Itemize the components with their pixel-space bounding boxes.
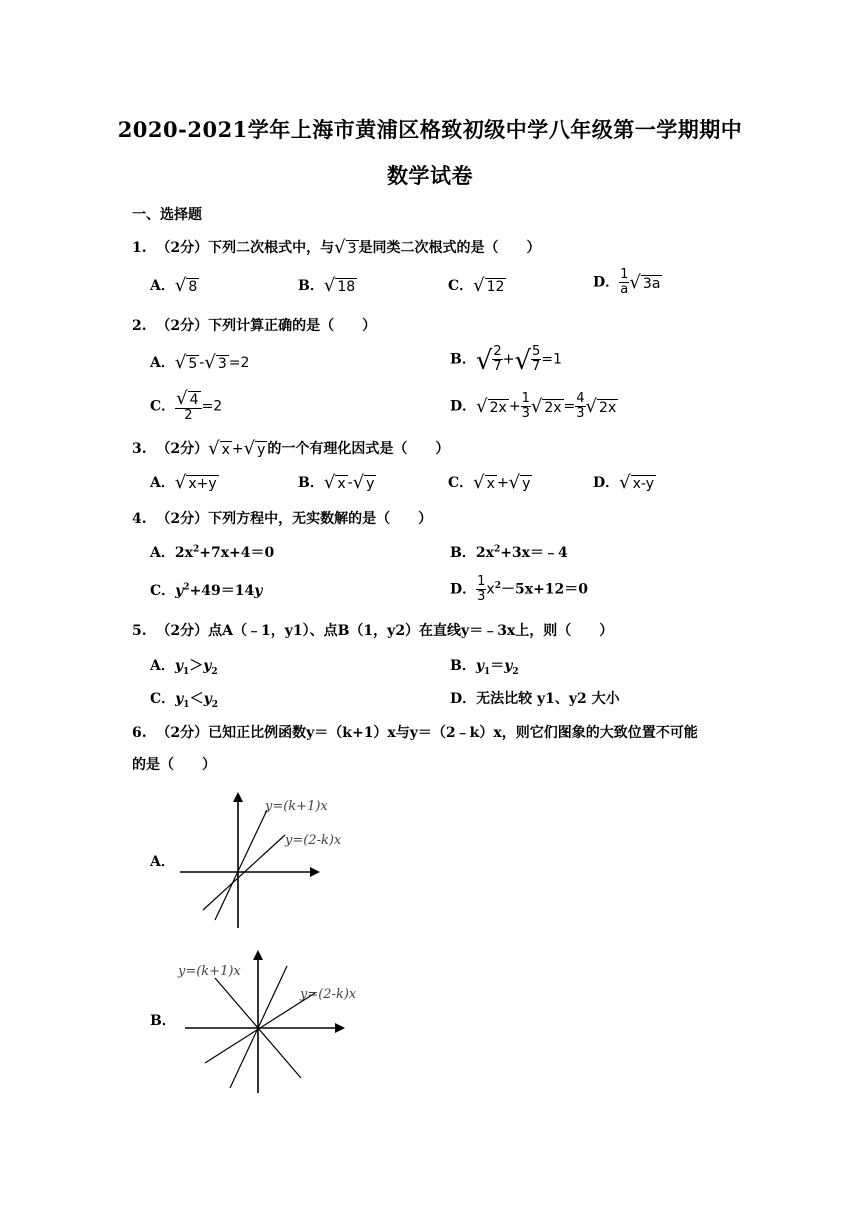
exam-title-line2: 数学试卷	[387, 163, 473, 188]
q3-option-a[interactable]: A． √ x+y	[150, 472, 217, 493]
q6-graph-b	[175, 948, 375, 1098]
question-3: 3. （2分） √ x + √ y 的一个有理化因式是（ ）	[132, 438, 450, 459]
q1-option-d[interactable]: D． $\frac{1}{a}$ √ 3a	[593, 267, 661, 297]
graph-a-label-1: y=(k+1)x	[265, 799, 328, 814]
q5-option-a[interactable]: A．$y_1>y_2$	[150, 658, 218, 677]
q2-option-b[interactable]: B． √ $\frac{2}{7}$ + √ $\frac{5}{7}$ =1	[450, 344, 562, 376]
q4-option-a[interactable]: A．$2x^2+7x+4=0$	[150, 544, 275, 561]
q5-option-c[interactable]: C．$y_1<y_2$	[150, 691, 218, 710]
q1-option-c[interactable]: C． √ 12	[448, 275, 505, 296]
q4-option-d[interactable]: D． $\frac{1}{3}$ $x^2-5x+12=0$	[450, 574, 589, 604]
q1-option-a[interactable]: A． √ 8	[150, 275, 198, 296]
graph-b-label-1: y=(k+1)x	[178, 964, 241, 979]
q1-stem-a: 下列二次根式中，与	[208, 240, 335, 256]
q6-graph-a	[175, 790, 375, 930]
q3-option-c[interactable]: C． √ x + √ y	[448, 472, 531, 493]
question-1	[132, 237, 541, 257]
graph-b-label-2: y=(2-k)x	[300, 987, 357, 1002]
q2-option-d[interactable]: D． √ 2x + $\frac{1}{3}$ √ 2x = $\frac{4}{3}$ √ 2x	[450, 391, 617, 421]
q1-score: （2分）	[156, 240, 209, 256]
question-6-line2: 的是（ ）	[132, 757, 216, 773]
q1-option-b[interactable]: B． √ 18	[298, 275, 356, 296]
question-5: 5. （2分）点A（﹣1，y1）、点B（1，y2）在直线y＝﹣3x上，则（ ）	[132, 623, 614, 639]
q2-stem: 下列计算正确的是（ ）	[208, 318, 377, 334]
q5-option-d[interactable]: D．无法比较 y1、y2 大小	[450, 691, 620, 707]
q5-option-b[interactable]: B．$y_1=y_2$	[450, 658, 519, 677]
q3-option-d[interactable]: D． √ x-y	[593, 472, 655, 493]
q1-stem-sqrt: √ 3	[334, 237, 357, 258]
q4-option-b[interactable]: B．$2x^2+3x=﹣4$	[450, 544, 568, 561]
q4-option-c[interactable]: C．$y^2+49=14y$	[150, 582, 263, 599]
q2-option-c[interactable]: C． √ 4 2 =2	[150, 388, 223, 423]
q1-number: 1.	[132, 240, 147, 256]
q6-option-b-label[interactable]: B．	[150, 1013, 176, 1029]
q3-option-b[interactable]: B． √ x - √ y	[298, 472, 375, 493]
q1-stem-b: 是同类二次根式的是（ ）	[358, 240, 541, 256]
question-2: 2. （2分）下列计算正确的是（ ）	[132, 318, 377, 334]
q6-option-a-label[interactable]: A．	[150, 854, 175, 870]
q2-option-a[interactable]: A． √ 5 - √ 3 =2	[150, 352, 250, 373]
question-6: 6. （2分）已知正比例函数y＝（k+1）x与y＝（2﹣k）x，则它们图象的大致位置不可能	[132, 725, 698, 741]
graph-a-label-2: y=(2-k)x	[285, 833, 342, 848]
exam-title-line1: 2020-2021学年上海市黄浦区格致初级中学八年级第一学期期中	[117, 117, 743, 142]
section-heading: 一、选择题	[132, 207, 202, 223]
question-4: 4. （2分）下列方程中，无实数解的是（ ）	[132, 511, 433, 527]
